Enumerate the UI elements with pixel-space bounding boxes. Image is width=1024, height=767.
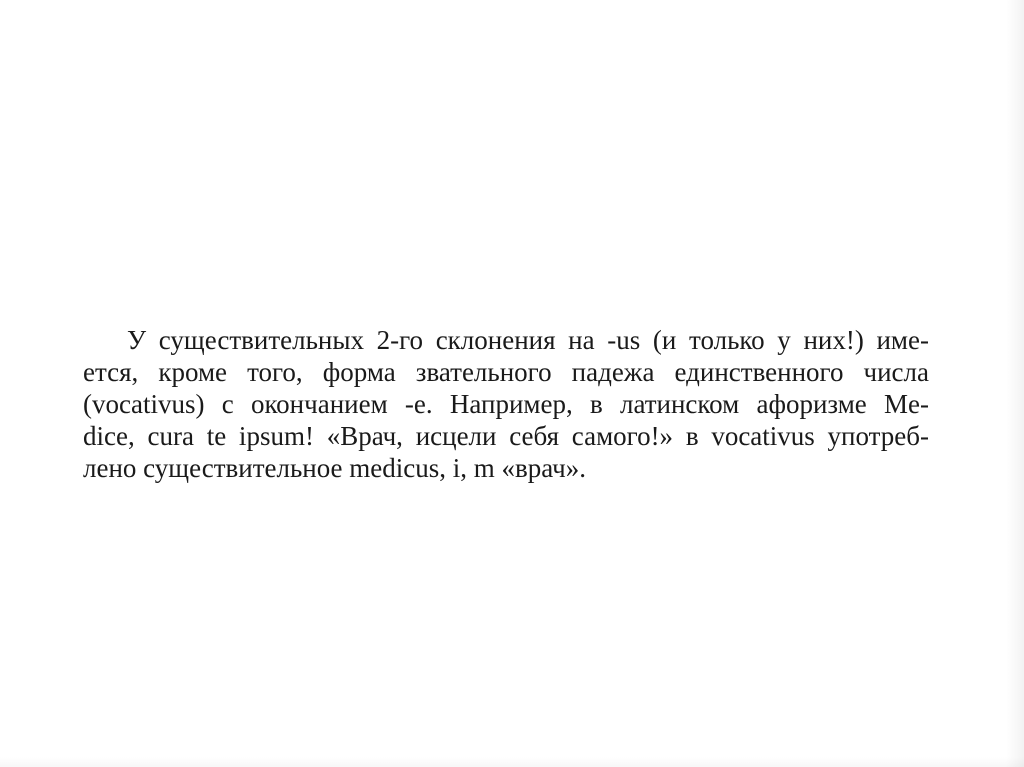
slide-edge-shadow	[0, 757, 1024, 767]
paragraph-text	[83, 324, 929, 484]
paragraph-line: (vocativus) с окончанием -е. Например, в латинском афоризме Me-	[83, 389, 929, 419]
paragraph-line: У существительных 2-го склонения на -us (и только у них!) име-	[127, 325, 929, 355]
slide-edge-shadow	[1006, 0, 1024, 767]
paragraph-line: ется, кроме того, форма звательного падежа единственного числа	[83, 357, 929, 387]
paragraph-line: dice, cura te ipsum! «Врач, исцели себя самого!» в vocativus употреб-	[83, 421, 929, 451]
paragraph-line: лено существительное medicus, i, m «врач».	[83, 453, 587, 483]
